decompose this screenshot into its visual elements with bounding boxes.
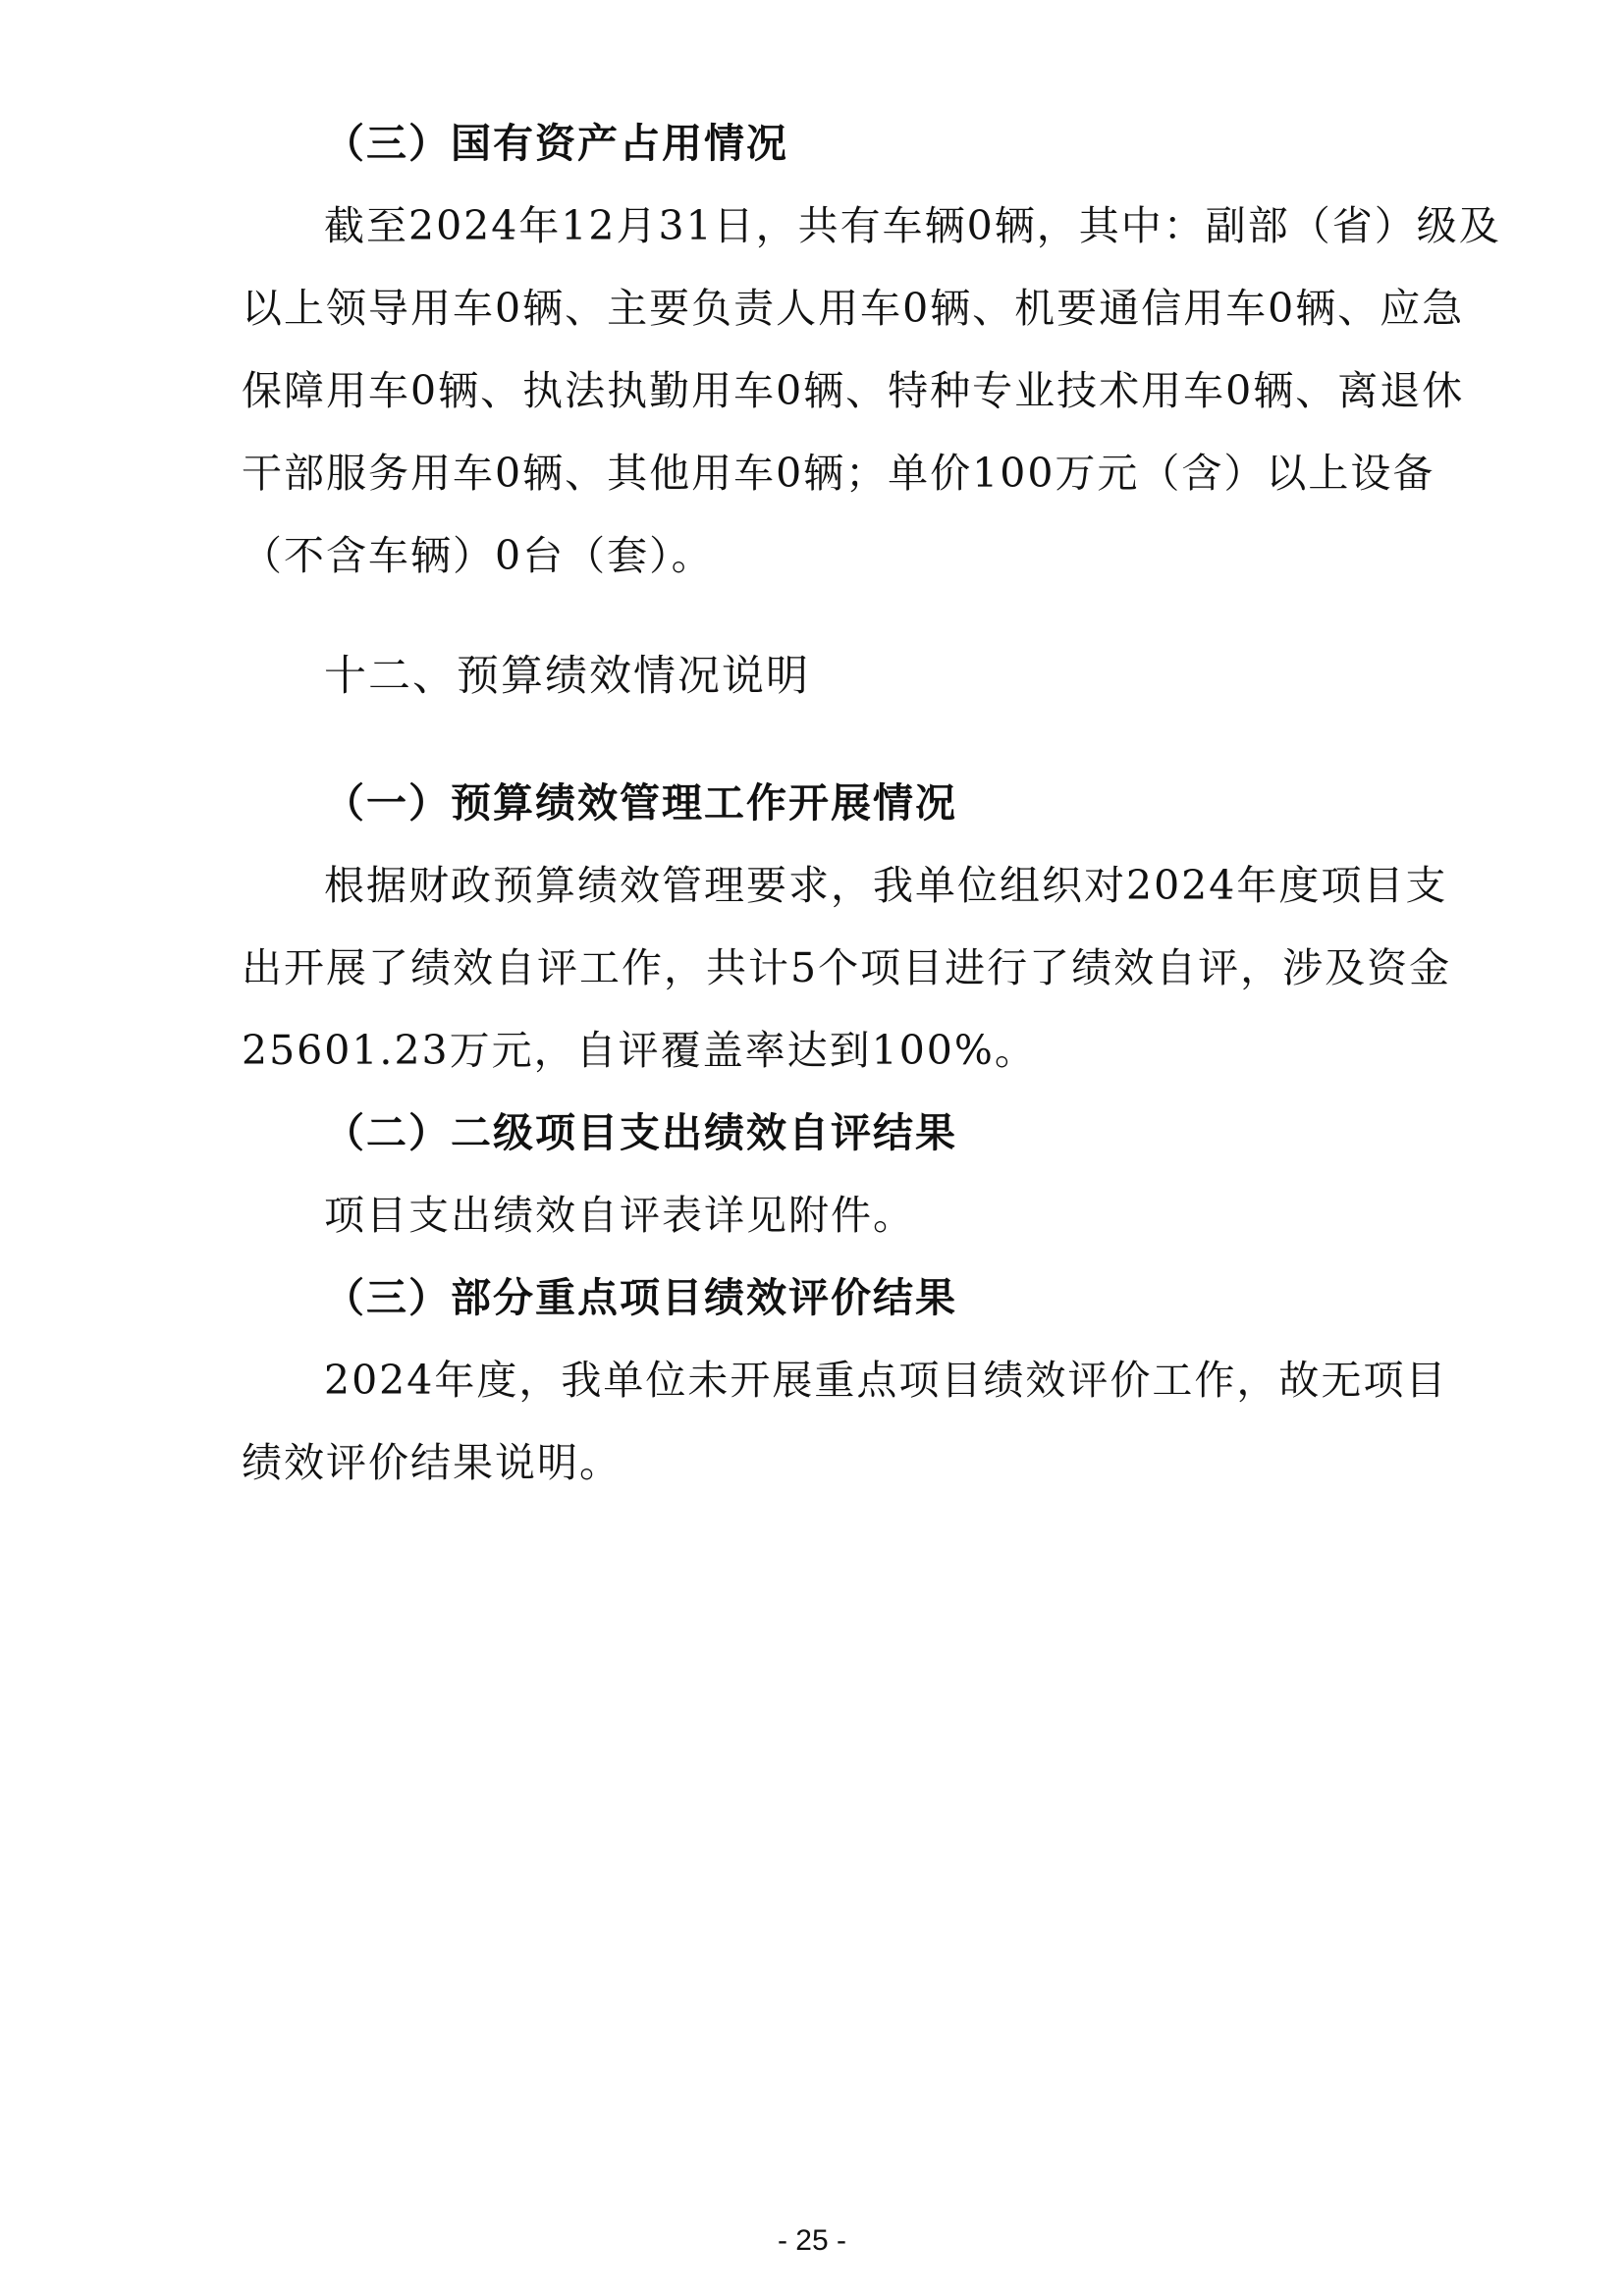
subsection-heading-key-projects: （三）部分重点项目绩效评价结果	[324, 1274, 957, 1321]
paragraph-line: 干部服务用车0辆、其他用车0辆；单价100万元（含）以上设备	[242, 450, 1435, 497]
paragraph-line: 2024年度，我单位未开展重点项目绩效评价工作，故无项目	[324, 1357, 1448, 1404]
section-heading-assets: （三）国有资产占用情况	[324, 120, 788, 167]
section-heading-budget-performance: 十二、预算绩效情况说明	[324, 652, 810, 701]
paragraph-line: 截至2024年12月31日，共有车辆0辆，其中：副部（省）级及	[324, 202, 1501, 249]
paragraph-line: 保障用车0辆、执法执勤用车0辆、特种专业技术用车0辆、离退休	[242, 367, 1465, 414]
paragraph-line: 根据财政预算绩效管理要求，我单位组织对2024年度项目支	[324, 862, 1448, 909]
paragraph-line: 出开展了绩效自评工作，共计5个项目进行了绩效自评，涉及资金	[242, 944, 1452, 991]
paragraph-line: 25601.23万元，自评覆盖率达到100%。	[242, 1027, 1037, 1074]
page-number: - 25 -	[777, 2224, 847, 2257]
paragraph-line: 绩效评价结果说明。	[242, 1439, 622, 1486]
paragraph-line: （不含车辆）0台（套）。	[242, 532, 714, 579]
paragraph-line: 以上领导用车0辆、主要负责人用车0辆、机要通信用车0辆、应急	[242, 285, 1465, 332]
subsection-heading-self-evaluation: （二）二级项目支出绩效自评结果	[324, 1109, 957, 1156]
paragraph-line: 项目支出绩效自评表详见附件。	[324, 1192, 915, 1239]
subsection-heading-management: （一）预算绩效管理工作开展情况	[324, 779, 957, 827]
